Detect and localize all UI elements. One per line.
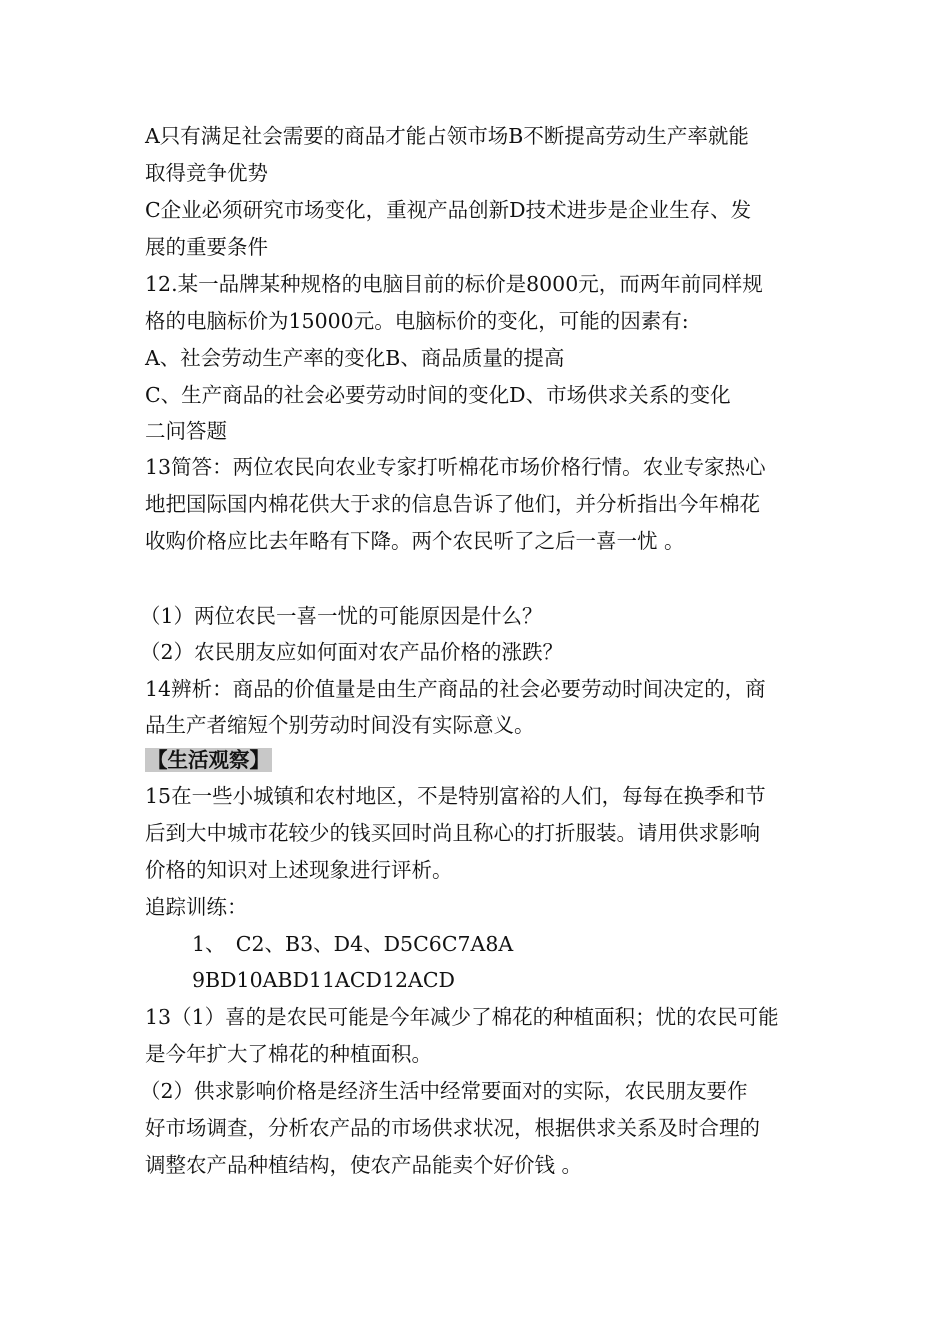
answer-13-line-2: 是今年扩大了棉花的种植面积。 — [145, 1042, 432, 1066]
answers-line-2: 9BD10ABD11ACD12ACD — [192, 968, 455, 992]
question-14-line-2: 品生产者缩短个别劳动时间没有实际意义。 — [145, 713, 535, 737]
question-13-line-2: 地把国际国内棉花供大于求的信息告诉了他们，并分析指出今年棉花 — [145, 492, 760, 516]
tracking-training-heading: 追踪训练： — [145, 895, 248, 919]
question-13-sub-1: （1）两位农民一喜一忧的可能原因是什么？ — [140, 604, 543, 628]
question-14-line-1: 14辨析：商品的价值量是由生产商品的社会必要劳动时间决定的，商 — [145, 677, 766, 701]
question-13-line-1: 13简答：两位农民向农业专家打听棉花市场价格行情。农业专家热心 — [145, 455, 766, 479]
highlighted-heading: 【生活观察】 — [147, 748, 270, 772]
answer-13-line-1: 13（1）喜的是农民可能是今年减少了棉花的种植面积；忧的农民可能 — [145, 1005, 779, 1029]
section-heading-qa: 二问答题 — [145, 419, 227, 443]
life-observation-heading — [145, 742, 272, 778]
question-15-line-1: 15在一些小城镇和农村地区，不是特别富裕的人们，每每在换季和节 — [145, 784, 766, 808]
option-b-continuation: 取得竞争优势 — [145, 161, 268, 185]
question-15-line-2: 后到大中城市花较少的钱买回时尚且称心的打折服装。请用供求影响 — [145, 821, 760, 845]
answers-line-1: 1、 C2、B3、D4、D5C6C7A8A — [192, 932, 514, 956]
question-12-line-1: 12.某一品牌某种规格的电脑目前的标价是8000元，而两年前同样规 — [145, 272, 763, 296]
question-12-options-cd: C、生产商品的社会必要劳动时间的变化D、市场供求关系的变化 — [145, 383, 731, 407]
question-13-line-3: 收购价格应比去年略有下降。两个农民听了之后一喜一忧 。 — [145, 529, 685, 553]
option-c-d-line: C企业必须研究市场变化，重视产品创新D技术进步是企业生存、发 — [145, 198, 752, 222]
question-12-line-2: 格的电脑标价为15000元。电脑标价的变化，可能的因素有: — [145, 309, 689, 333]
answer-13-2-line-1: （2）供求影响价格是经济生活中经常要面对的实际，农民朋友要作 — [140, 1079, 748, 1103]
answer-13-2-line-3: 调整农产品种植结构，使农产品能卖个好价钱 。 — [145, 1153, 583, 1177]
option-a-b-line: A只有满足社会需要的商品才能占领市场B不断提高劳动生产率就能 — [145, 124, 749, 148]
answer-13-2-line-2: 好市场调查，分析农产品的市场供求状况，根据供求关系及时合理的 — [145, 1116, 760, 1140]
question-13-sub-2: （2）农民朋友应如何面对农产品价格的涨跌？ — [140, 640, 564, 664]
question-12-options-ab: A、社会劳动生产率的变化B、商品质量的提高 — [145, 346, 565, 370]
option-d-continuation: 展的重要条件 — [145, 235, 268, 259]
question-15-line-3: 价格的知识对上述现象进行评析。 — [145, 858, 453, 882]
